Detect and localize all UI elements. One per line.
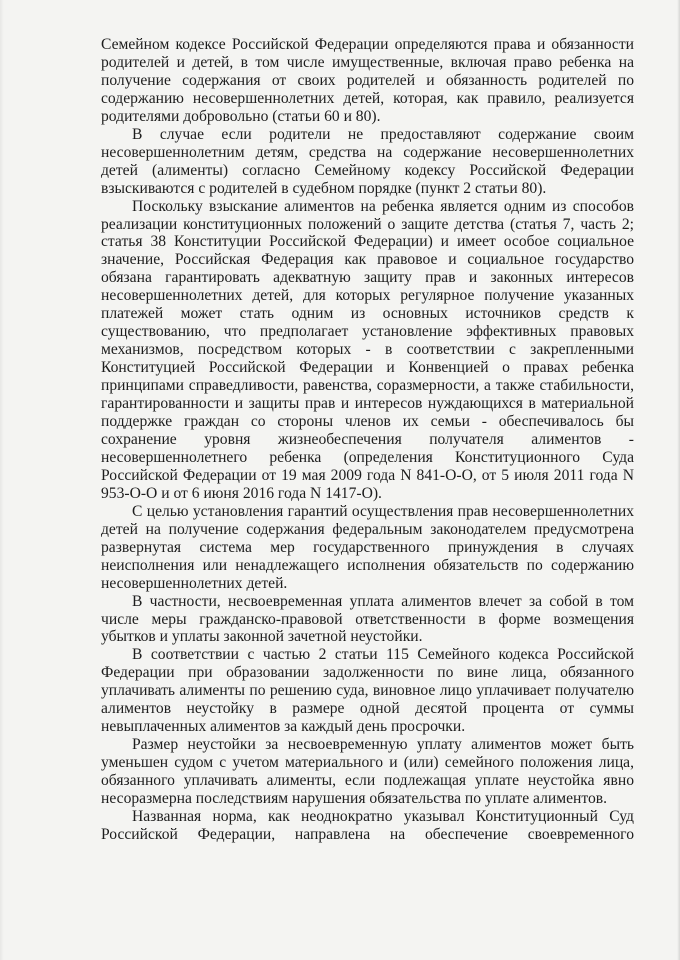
paragraph: В соответствии с частью 2 статьи 115 Семейного кодекса Российской Федерации при образовании задолженности по вине лица, обязанного уплачивать алименты по решению суда, виновное лицо уплачивает получателю алиментов неустойку в размере одной десятой процента от суммы невыплаченных алиментов за каждый день просрочки. — [101, 646, 634, 736]
paragraph-continuation: Семейном кодексе Российской Федерации определяются права и обязанности родителей и детей, в том числе имущественные, включая право ребенка на получение содержания от своих родителей и обязанность родителей по содержанию несовершеннолетних детей, которая, как правило, реализуется родителями добровольно (статьи 60 и 80). — [101, 36, 634, 125]
paragraph-continues-next-page: Названная норма, как неоднократно указывал Конституционный Суд Российской Федерации, направлена на обеспечение своевременного — [101, 807, 634, 843]
paragraph: С целью установления гарантий осуществления прав несовершеннолетних детей на получение содержания федеральным законодателем предусмотрена развернутая система мер государственного принуждения в случаях неисполнения или ненадлежащего исполнения обязательств по содержанию несовершеннолетних детей. — [101, 502, 634, 592]
paragraph: В случае если родители не предоставляют содержание своим несовершеннолетним детям, средства на содержание несовершеннолетних детей (алименты) согласно Семейному кодексу Российской Федерации взыскиваются с родителей в судебном порядке (пункт 2 статьи 80). — [101, 125, 634, 197]
page-left-edge — [0, 0, 4, 960]
document-body — [101, 36, 634, 844]
paragraph: В частности, несвоевременная уплата алиментов влечет за собой в том числе меры гражданско-правовой ответственности в форме возмещения убытков и уплаты законной зачетной неустойки. — [101, 592, 634, 646]
paragraph: Поскольку взыскание алиментов на ребенка является одним из способов реализации конституционных положений о защите детства (статья 7, часть 2; статья 38 Конституции Российской Федерации) и имеет особое социальное значение, Российская Федерация как правовое и социальное государство обязана гарантировать адекватную защиту прав и законных интересов несовершеннолетних детей, для которых регулярное получение указанных платежей может стать одним из основных источников средств к существованию, что предполагает установление эффективных правовых механизмов, посредством которых - в соответствии с закрепленными Конституцией Российской Федерации и Конвенцией о правах ребенка принципами справедливости, равенства, соразмерности, а также стабильности, гарантированности и защиты прав и интересов нуждающихся в материальной поддержке граждан со стороны членов их семьи - обеспечивалось бы сохранение уровня жизнеобеспечения получателя алиментов - несовершеннолетнего ребенка (определения Конституционного Суда Российской Федерации от 19 мая 2009 года N 841-О-О, от 5 июля 2011 года N 953-О-О и от 6 июня 2016 года N 1417-О). — [101, 197, 634, 502]
paragraph: Размер неустойки за несвоевременную уплату алиментов может быть уменьшен судом с учетом материального и (или) семейного положения лица, обязанного уплачивать алименты, если подлежащая уплате неустойка явно несоразмерна последствиям нарушения обязательства по уплате алиментов. — [101, 736, 634, 808]
